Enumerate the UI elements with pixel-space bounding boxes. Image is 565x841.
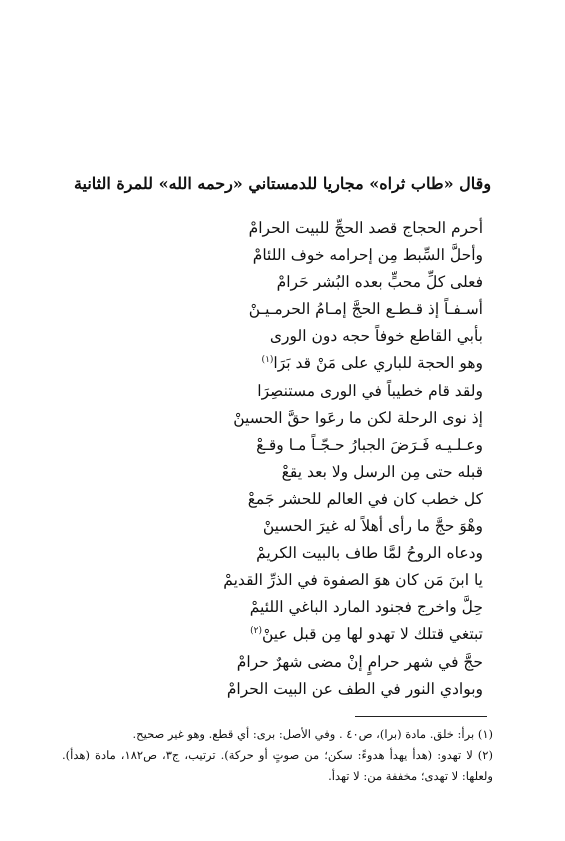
verse-line: وهو الحجة للباري على مَنْ قد بَرَا$^{(١)}$ xyxy=(261,354,483,373)
verse-line: وعـلـيـه فَـرَضَ الجبارُ حـجّـاً مـا وقـعْ xyxy=(256,435,483,454)
footnote-marker: (٢) xyxy=(250,626,262,637)
verse-line: أسـفـاً إذ قـطـع الحجَّ إمـامُ الحرمـيـنْ xyxy=(248,300,483,319)
footnote-marker: (١) xyxy=(261,355,274,366)
verse-line: أحرم الحجاج قصد الحجِّ للبيت الحرامْ xyxy=(248,219,483,237)
verse-line: بأبي القاطع خوفاً حجه دون الورى xyxy=(269,327,483,346)
footnotes xyxy=(62,724,493,787)
footnote-divider xyxy=(355,716,487,717)
verse-line: وأحلَّ السِّبط مِن إحرامه خوف اللئامْ xyxy=(252,246,483,265)
verse-line: وبوادي النور في الطف عن البيت الحرامْ xyxy=(226,679,483,698)
verse-line: قبله حتى مِن الرسل ولا بعد يقعْ xyxy=(281,462,483,481)
verse-line: وهْوَ حجَّ ما رأى أهلاً له غيرَ الحسينْ xyxy=(262,517,483,536)
footnote-1: (١) برأ: خلق. مادة (برا)، ص٤٠ . وفي الأصل: برى: أي قطع. وهو غير صحيح. xyxy=(132,727,493,741)
poem-heading: وقال «طاب ثراه» مجاريا للدمستاني «رحمه الله» للمرة الثانية xyxy=(73,174,492,193)
verse-line: تبتغي قتلك لا تهدو لها مِن قبل عينْ$^{(٢)}$ xyxy=(250,625,483,644)
verse-line: حِلَّ واخرج فجنود المارد الباغي اللئيمْ xyxy=(249,598,483,617)
verse-line: كل خطب كان في العالم للحشر جَمعْ xyxy=(247,489,483,508)
footnote-2: (٢) لا تهدو: (هدأ يهدأ هدوءً: سكن؛ من صوتٍ أو حركة). ترتيب، ج٣، ص١٨٢، مادة (هدأ). ولعلها: لا تهدى؛ مخففة من: لا تهدأ. xyxy=(62,748,493,783)
verse-line: ولقد قام خطيباً في الورى مستنصِرَا xyxy=(257,381,483,400)
verse-line: يا ابنَ مَن كان هوَ الصفوة في الذرِّ القديمْ xyxy=(223,571,483,590)
poem-body xyxy=(40,215,483,703)
verse-line: إذ نوى الرحلة لكن ما رعَوا حقَّ الحسينْ xyxy=(233,408,483,427)
verse-line: ودعاه الروحُ لمَّا طاف بالبيت الكريمْ xyxy=(256,544,483,563)
verse-line: فعلى كلِّ محبٍّ بعده البُشر حَرامْ xyxy=(276,273,483,292)
verse-line: حجَّ في شهر حرامٍ إنْ مضى شهرٌ حرامْ xyxy=(236,652,483,671)
